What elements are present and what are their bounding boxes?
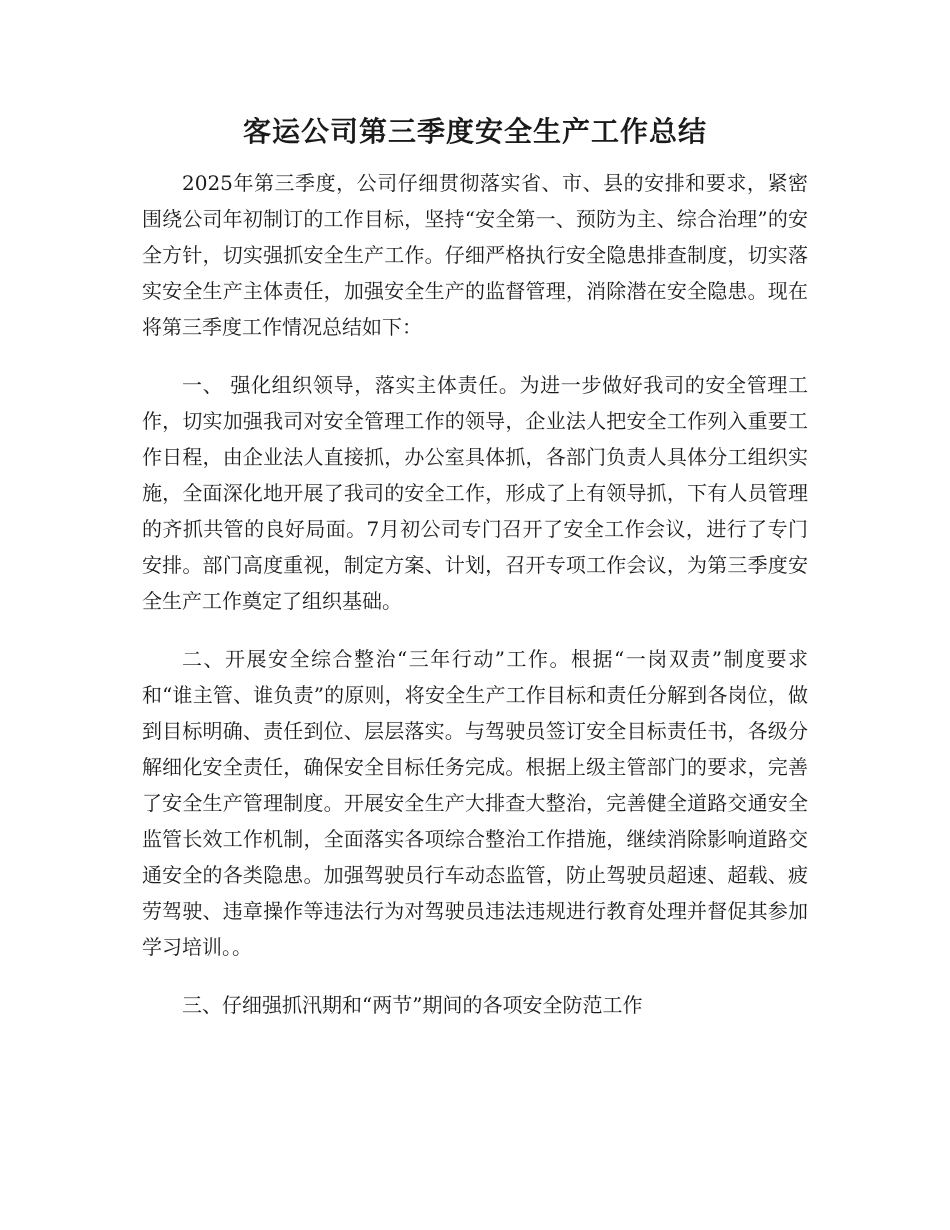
- document-body: [142, 165, 808, 1045]
- paragraph-intro: 2025年第三季度，公司仔细贯彻落实省、市、县的安排和要求，紧密围绕公司年初制订的工作目标，坚持“安全第一、预防为主、综合治理”的安全方针，切实强抓安全生产工作。仔细严格执行安全隐患排查制度，切实落实安全生产主体责任，加强安全生产的监督管理，消除潜在安全隐患。现在将第三季度工作情况总结如下：: [142, 171, 808, 339]
- paragraph-section-1: 一、 强化组织领导，落实主体责任。为进一步做好我司的安全管理工作，切实加强我司对安全管理工作的领导，企业法人把安全工作列入重要工作日程，由企业法人直接抓，办公室具体抓，各部门负责人具体分工组织实施，全面深化地开展了我司的安全工作，形成了上有领导抓，下有人员管理的齐抓共管的良好局面。7月初公司专门召开了安全工作会议，进行了专门安排。部门高度重视，制定方案、计划，召开专项工作会议，为第三季度安全生产工作奠定了组织基础。: [142, 373, 808, 613]
- paragraph-section-2: 二、开展安全综合整治“三年行动”工作。根据“一岗双责”制度要求和“谁主管、谁负责”的原则，将安全生产工作目标和责任分解到各岗位，做到目标明确、责任到位、层层落实。与驾驶员签订安全目标责任书，各级分解细化安全责任，确保安全目标任务完成。根据上级主管部门的要求，完善了安全生产管理制度。开展安全生产大排查大整治，完善健全道路交通安全监管长效工作机制，全面落实各项综合整治工作措施，继续消除影响道路交通安全的各类隐患。加强驾驶员行车动态监管，防止驾驶员超速、超载、疲劳驾驶、违章操作等违法行为对驾驶员违法违规进行教育处理并督促其参加学习培训。。: [142, 647, 808, 959]
- document-title: 客运公司第三季度安全生产工作总结: [242, 115, 707, 148]
- paragraph-section-3: 三、仔细强抓汛期和“两节”期间的各项安全防范工作: [182, 993, 643, 1017]
